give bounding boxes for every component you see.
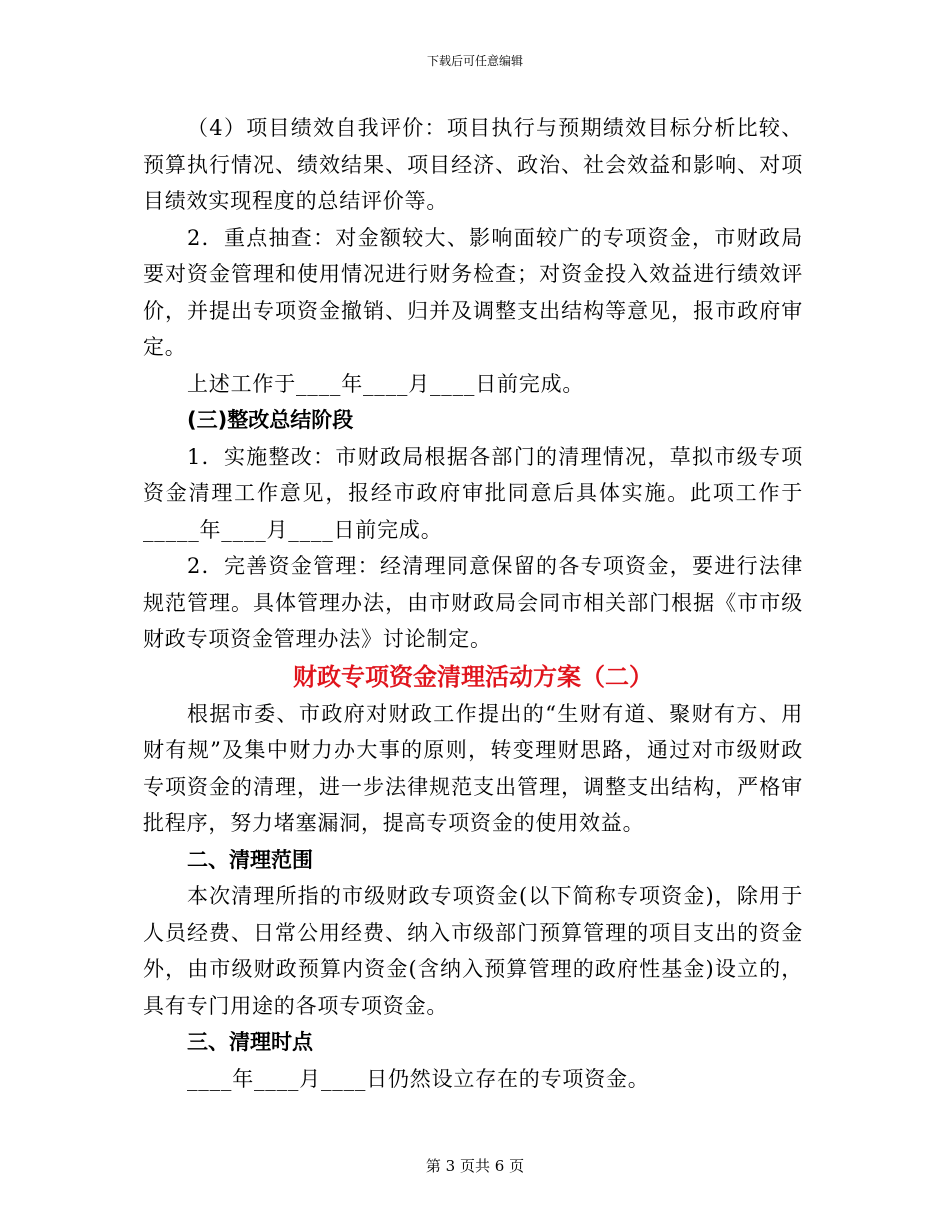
paragraph-improve-fund-management: 2．完善资金管理：经清理同意保留的各专项资金，要进行法律规范管理。具体管理办法，由市财政局会同市相关部门根据《市市级财政专项资金管理办法》讨论制定。 <box>143 554 803 651</box>
paragraph-implement-rectification: 1．实施整改：市财政局根据各部门的清理情况，草拟市级专项资金清理工作意见，报经市政府审批同意后具体实施。此项工作于_____年____月____日前完成。 <box>143 444 803 542</box>
paragraph-cleanup-time-point: ____年____月____日仍然设立存在的专项资金。 <box>187 1066 650 1091</box>
page-header: 下载后可任意编辑 <box>426 54 523 68</box>
paragraph-completion-date: 上述工作于____年____月____日前完成。 <box>187 371 585 396</box>
section-title: 财政专项资金清理活动方案（二） <box>293 662 653 691</box>
paragraph-key-spot-check: 2．重点抽查：对金额较大、影响面较广的专项资金，市财政局要对资金管理和使用情况进行财务检查；对资金投入效益进行绩效评价，并提出专项资金撤销、归并及调整支出结构等意见，报市政府审定。 <box>143 225 803 359</box>
heading-rectification-stage: (三)整改总结阶段 <box>187 408 354 432</box>
heading-cleanup-scope: 二、清理范围 <box>187 847 313 872</box>
page-footer: 第 3 页共 6 页 <box>425 1157 525 1175</box>
document-body <box>143 110 803 1097</box>
paragraph-cleanup-scope: 本次清理所指的市级财政专项资金(以下简称专项资金)，除用于人员经费、日常公用经费、纳入市级部门预算管理的项目支出的资金外，由市级财政预算内资金(含纳入预算管理的政府性基金)设立的，具有专门用途的各项专项资金。 <box>143 884 803 1018</box>
paragraph-intro: 根据市委、市政府对财政工作提出的“生财有道、聚财有方、用财有规”及集中财力办大事的原则，转变理财思路，通过对市级财政专项资金的清理，进一步法律规范支出管理，调整支出结构，严格审批程序，努力堵塞漏洞，提高专项资金的使用效益。 <box>143 701 803 835</box>
paragraph-performance-self-evaluation: （4）项目绩效自我评价：项目执行与预期绩效目标分析比较、预算执行情况、绩效结果、项目经济、政治、社会效益和影响、对项目绩效实现程度的总结评价等。 <box>143 116 803 213</box>
heading-cleanup-time-point: 三、清理时点 <box>187 1030 313 1054</box>
